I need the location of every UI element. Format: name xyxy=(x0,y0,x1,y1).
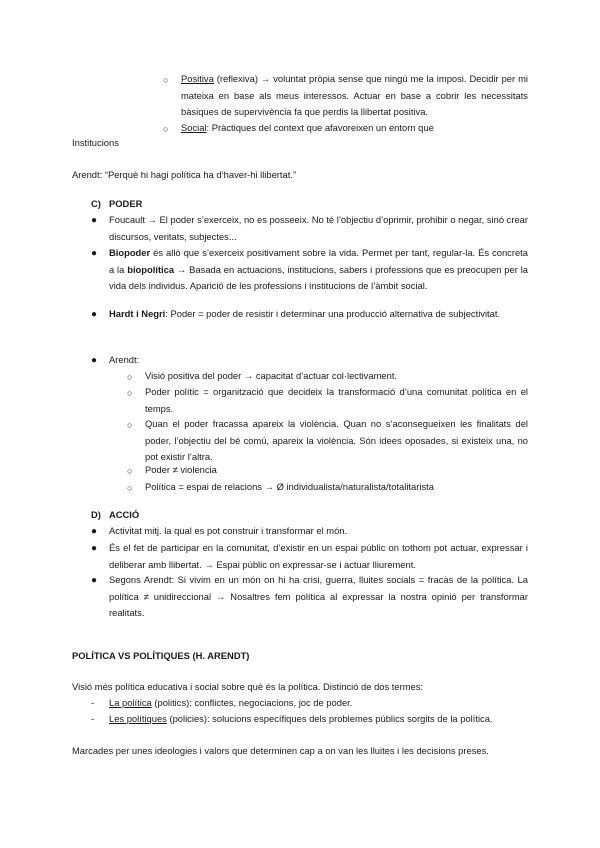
politica-closing: Marcades per unes ideologies i valors que determinen cap a on van les lluites i les decisions preses. xyxy=(72,745,489,756)
hollow-bullet-icon: ○ xyxy=(127,372,133,382)
arendt-item: Visió positiva del poder → capacitat d’actuar col·lectivament. xyxy=(145,370,398,381)
hollow-bullet-icon: ○ xyxy=(127,388,133,398)
arendt-item: Poder polític = organització que decideix la transformació d’una comunitat política en el temps. xyxy=(145,386,528,414)
arendt-label: Arendt: xyxy=(109,354,140,365)
dash-bullet-icon: - xyxy=(91,697,95,708)
hollow-bullet-icon: ○ xyxy=(163,124,169,134)
list-item-social: Social: Pràctiques del context que afavoreixen un entorn que xyxy=(181,122,434,133)
accio-item: Activitat mitj. la qual es pot construir i transformar el món. xyxy=(109,525,348,536)
solid-bullet-icon: ● xyxy=(91,309,98,320)
solid-bullet-icon: ● xyxy=(91,543,98,554)
solid-bullet-icon: ● xyxy=(91,215,98,226)
politica-section-title: POLÍTICA VS POLÍTIQUES (H. ARENDT) xyxy=(72,650,250,661)
term-social: Social xyxy=(181,122,207,133)
politica-intro: Visió més política educativa i social sobre què és la política. Distinció de dos termes: xyxy=(72,681,424,692)
solid-bullet-icon: ● xyxy=(91,575,98,586)
dash-bullet-icon: - xyxy=(91,713,95,724)
solid-bullet-icon: ● xyxy=(91,526,98,537)
solid-bullet-icon: ● xyxy=(91,248,98,259)
poder-item-biopoder: Biopoder és allò que s’exerceix positivament sobre la vida. Permet per tant, regular-la. És concreta a la biopolítica → Basada en actuacions, institucions, sabers i professions que es preocupen per la vida dels individus. Aparició de les professions i institucions de l’àmbit social. xyxy=(109,247,528,291)
hollow-bullet-icon: ○ xyxy=(163,75,169,85)
politica-item: Les polítiques (policies): solucions específiques dels problemes públics sorgits de la política. xyxy=(109,713,493,724)
solid-bullet-icon: ● xyxy=(91,355,98,366)
term-positiva: Positiva xyxy=(181,73,214,84)
arendt-item: Política = espai de relacions → Ø individualista/naturalista/totalitarista xyxy=(145,481,434,492)
accio-item: És el fet de participar en la comunitat, d’existir en un espai públic on tothom pot actuar, expressar i deliberar amb llibertat. → Espai públic on expressar-se i actuar lliurement. xyxy=(109,542,528,570)
section-c-letter: C) xyxy=(91,198,101,209)
arendt-item: Poder ≠ violencia xyxy=(145,464,217,475)
poder-item-hardt-negri: Hardt i Negri: Poder = poder de resistir i determinar una producció alternativa de subjectivitat. xyxy=(109,308,501,319)
accio-item: Segons Arendt: Si vivim en un món on hi ha crisi, guerra, lluites socials = fracàs de la política. La política ≠ unidireccional → Nosaltres fem política al expressar la nostra opinió per transformar realitats. xyxy=(109,574,528,618)
institucions-text: Institucions xyxy=(72,137,119,148)
politica-item: La política (politics): conflictes, negociacions, joc de poder. xyxy=(109,697,353,708)
hollow-bullet-icon: ○ xyxy=(127,483,133,493)
section-d-letter: D) xyxy=(91,509,101,520)
arendt-item: Quan el poder fracassa apareix la violència. Quan no s’aconsegueixen les finalitats del poder, l’objectiu del bé comú, apareix la violència. Són idees oposades, si existeix una, no pot existir l’altra. xyxy=(145,418,528,462)
arendt-quote: Arendt: “Perquè hi hagi política ha d’haver-hi llibertat.” xyxy=(72,169,297,180)
hollow-bullet-icon: ○ xyxy=(127,466,133,476)
section-c-title: PODER xyxy=(109,198,143,209)
hollow-bullet-icon: ○ xyxy=(127,420,133,430)
section-d-title: ACCIÓ xyxy=(109,509,140,520)
list-item-positiva: Positiva (reflexiva) → voluntat pròpia sense que ningú me la imposi. Decidir per mi mateixa en base als meus interessos. Actuar en base a cobrir les necessitats bàsiques de supervivència fa que perdis la llibertat positiva. xyxy=(181,73,528,117)
poder-item-foucault: Foucault → El poder s’exerceix, no es posseeix. No té l’objectiu d’oprimir, prohibir o negar, sinó crear discursos, veritats, subjectes... xyxy=(109,214,528,242)
